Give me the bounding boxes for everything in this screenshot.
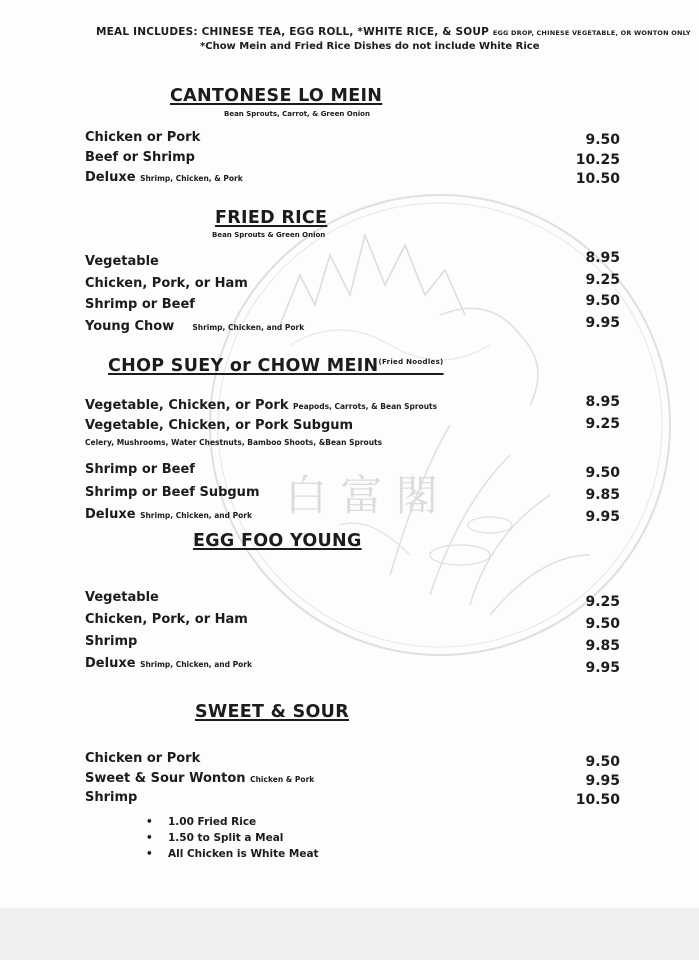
menu-item: Shrimp or Beef (85, 462, 195, 477)
item-price: 9.95 (585, 509, 620, 525)
item-price: 9.95 (585, 315, 620, 331)
menu-item: Vegetable, Chicken, or Pork Subgum (85, 418, 354, 433)
item-note: Shrimp, Chicken, and Pork (192, 323, 305, 332)
menu-item: Vegetable, Chicken, or Pork Peapods, Carrots, & Bean Sprouts (85, 398, 438, 413)
menu-item: Deluxe Shrimp, Chicken, and Pork (85, 507, 252, 522)
item-price: 10.25 (575, 152, 620, 168)
item-price: 9.50 (585, 465, 620, 481)
section-title-chop-suey: CHOP SUEY or CHOW $MEIN^{(Fried Noodles)}$ (108, 356, 444, 376)
item-price: 9.95 (585, 660, 620, 676)
menu-item: Chicken, Pork, or Ham (85, 612, 248, 627)
item-note: Shrimp, Chicken, and Pork (140, 660, 252, 669)
section-title-sweet-sour: SWEET & SOUR (195, 702, 349, 722)
item-note: Shrimp, Chicken, and Pork (140, 511, 252, 520)
section-title-egg-foo-young: EGG FOO YOUNG (193, 531, 362, 551)
svg-text:白 富 閣: 白 富 閣 (285, 471, 438, 520)
item-price: 10.50 (575, 171, 620, 187)
footnote-item: • 1.50 to Split a Meal (146, 832, 284, 844)
menu-item: Chicken or Pork (85, 130, 201, 145)
menu-item: Shrimp (85, 634, 138, 649)
menu-item: Vegetable (85, 590, 159, 605)
item-price: 9.25 (585, 416, 620, 432)
menu-item: Shrimp (85, 790, 138, 805)
white-rice-note: *Chow Mein and Fried Rice Dishes do not include White Rice (200, 41, 540, 52)
bullet-icon: • (146, 832, 153, 844)
menu-item: Chicken or Pork (85, 751, 201, 766)
menu-item: Beef or Shrimp (85, 150, 195, 165)
item-note: Chicken & Pork (250, 775, 315, 784)
item-price: 9.25 (585, 272, 620, 288)
item-price: 10.50 (575, 792, 620, 808)
meal-includes-text: MEAL INCLUDES: CHINESE TEA, EGG ROLL, *WHITE RICE, & SOUP (96, 26, 489, 38)
bullet-icon: • (146, 848, 153, 860)
item-price: 9.85 (585, 487, 620, 503)
item-price: 9.85 (585, 638, 620, 654)
menu-item: Young Chow Shrimp, Chicken, and Pork (85, 319, 305, 334)
footnote-item: • 1.00 Fried Rice (146, 816, 257, 828)
soup-options-text: EGG DROP, CHINESE VEGETABLE, OR WONTON ONLY (492, 29, 691, 37)
item-price: 9.50 (585, 293, 620, 309)
item-price: 8.95 (585, 394, 620, 410)
item-price: 9.50 (585, 754, 620, 770)
section-subtitle-lo-mein: Bean Sprouts, Carrot, & Green Onion (224, 110, 370, 118)
bullet-icon: • (146, 816, 153, 828)
section-title-fried-rice: FRIED RICE (215, 208, 328, 228)
item-note: Shrimp, Chicken, & Pork (140, 174, 243, 183)
menu-item: Vegetable (85, 254, 159, 269)
section-title-lo-mein: CANTONESE LO MEIN (170, 86, 383, 106)
scan-bottom-margin (0, 908, 699, 960)
item-price: 9.50 (585, 132, 620, 148)
fried-noodles-note: (Fried Noodles) (378, 358, 444, 367)
meal-includes-line (96, 26, 691, 38)
menu-item: Shrimp or Beef (85, 297, 195, 312)
item-note: Peapods, Carrots, & Bean Sprouts (293, 402, 438, 411)
item-price: 9.95 (585, 773, 620, 789)
footnote-item: • All Chicken is White Meat (146, 848, 319, 860)
menu-item: Deluxe Shrimp, Chicken, and Pork (85, 656, 252, 671)
item-price: 9.50 (585, 616, 620, 632)
menu-item: Sweet & Sour Wonton Chicken & Pork (85, 771, 315, 786)
item-price: 9.25 (585, 594, 620, 610)
section-subtitle-fried-rice: Bean Sprouts & Green Onion (212, 231, 326, 239)
menu-item: Chicken, Pork, or Ham (85, 276, 248, 291)
menu-item: Deluxe Shrimp, Chicken, & Pork (85, 170, 243, 185)
subgum-ingredients-note: Celery, Mushrooms, Water Chestnuts, Bamboo Shoots, &Bean Sprouts (85, 438, 383, 447)
item-price: 8.95 (585, 250, 620, 266)
menu-item: Shrimp or Beef Subgum (85, 485, 260, 500)
